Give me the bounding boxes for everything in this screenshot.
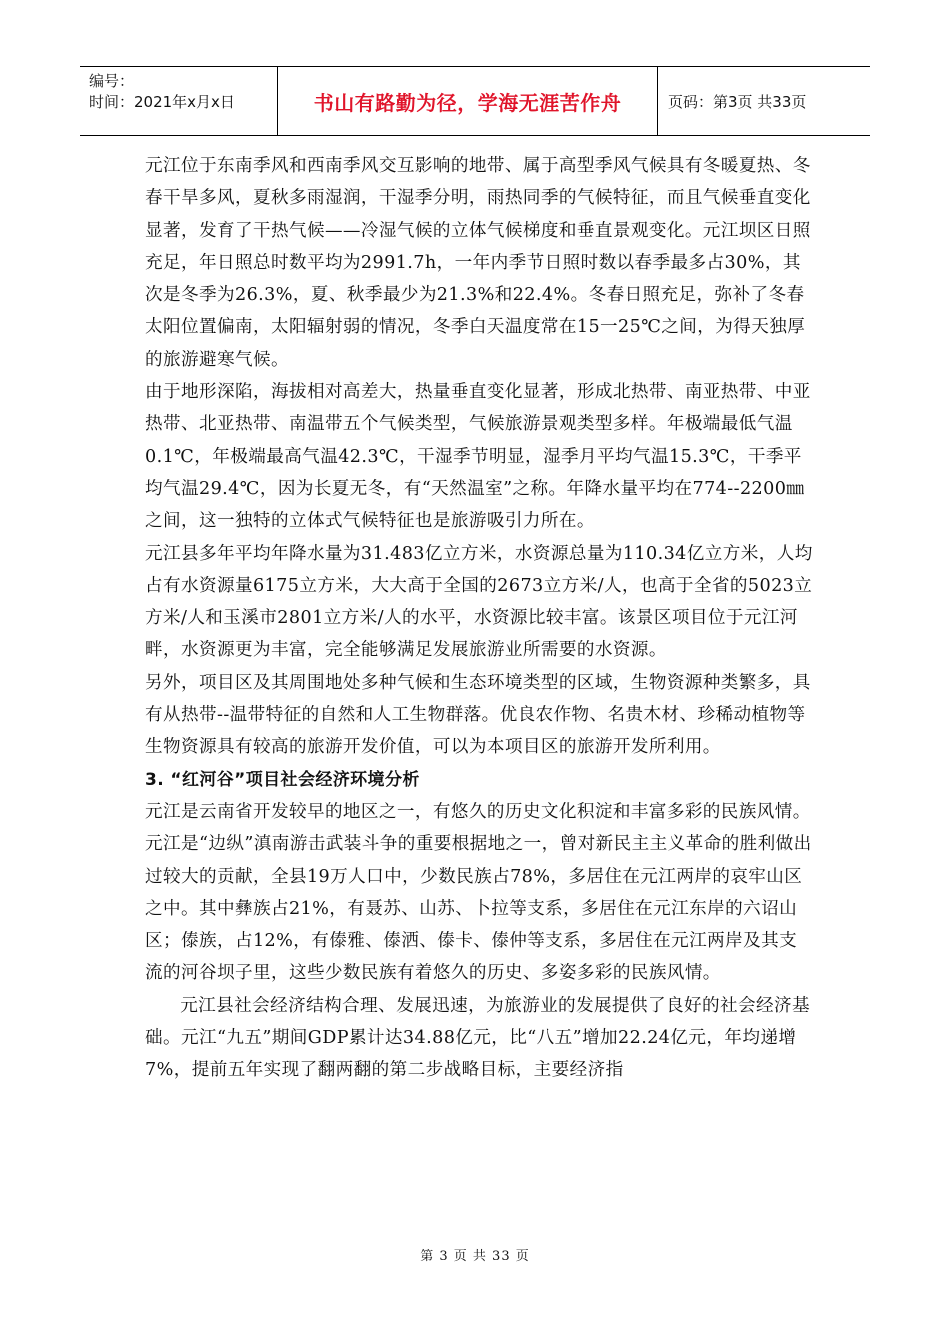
paragraph-biology: 另外，项目区及其周围地处多种气候和生态环境类型的区域，生物资源种类繁多，具有从热带--温带特征的自然和人工生物群落。优良农作物、名贵木材、珍稀动植物等生物资源具有较高的旅游开发价值，可以为本项目区的旅游开发所利用。 [145,672,811,758]
page-info: 页码：第3页 共33页 [668,92,807,111]
page-header [80,66,870,136]
motto: 书山有路勤为径，学海无涯苦作舟 [278,67,658,135]
paragraph-climate-types: 由于地形深陷，海拔相对高差大，热量垂直变化显著，形成北热带、南亚热带、中亚热带、北亚热带、南温带五个气候类型，气候旅游景观类型多样。年极端最低气温0.1℃，年极端最高气温42.3℃，干湿季节明显，湿季月平均气温15.3℃，干季平均气温29.4℃，因为长夏无冬，有“天然温室”之称。年降水量平均在774--2200㎜之间，这一独特的立体式气候特征也是旅游吸引力所在。 [145,382,811,532]
paragraph-history: 元江是云南省开发较早的地区之一，有悠久的历史文化积淀和丰富多彩的民族风情。元江是“边纵”滇南游击武装斗争的重要根据地之一，曾对新民主主义革命的胜利做出过较大的贡献，全县19万人口中，少数民族占78%，多居住在元江两岸的哀牢山区之中。其中彝族占21%，有聂苏、山苏、卜拉等支系，多居住在元江东岸的六诏山区；傣族，占12%，有傣雅、傣洒、傣卡、傣仲等支系，多居住在元江两岸及其支流的河谷坝子里，这些少数民族有着悠久的历史、多姿多彩的民族风情。 [145,801,812,984]
paragraph-water: 元江县多年平均年降水量为31.483亿立方米，水资源总量为110.34亿立方米，人均占有水资源量6175立方米，大大高于全国的2673立方米/人，也高于全省的5023立方米/人和玉溪市2801立方米/人的水平，水资源比较丰富。该景区项目位于元江河畔，水资源更为丰富，完全能够满足发展旅游业所需要的水资源。 [145,543,813,661]
header-left-cell [80,67,278,135]
document-body [145,150,815,1087]
number-label: 编号： [89,72,135,90]
section-heading: 3. “红河谷”项目社会经济环境分析 [145,769,420,790]
paragraph-economy: 元江县社会经济结构合理、发展迅速，为旅游业的发展提供了良好的社会经济基础。元江“九五”期间GDP累计达34.88亿元，比“八五”增加22.24亿元，年均递增7%，提前五年实现了翻两翻的第二步战略目标，主要经济指 [145,995,810,1081]
paragraph-climate: 元江位于东南季风和西南季风交互影响的地带、属于高型季风气候具有冬暖夏热、冬春干旱多风，夏秋多雨湿润，干湿季分明，雨热同季的气候特征，而且气候垂直变化显著，发育了干热气候——冷湿气候的立体气候梯度和垂直景观变化。元江坝区日照充足，年日照总时数平均为2991.7h，一年内季节日照时数以春季最多占30%，其次是冬季为26.3%，夏、秋季最少为21.3%和22.4%。冬春日照充足，弥补了冬春太阳位置偏南，太阳辐射弱的情况，冬季白天温度常在15一25℃之间，为得天独厚的旅游避寒气候。 [145,156,811,370]
date-label: 时间：2021年x月x日 [89,93,235,111]
page-footer: 第 3 页 共 33 页 [420,1249,530,1264]
